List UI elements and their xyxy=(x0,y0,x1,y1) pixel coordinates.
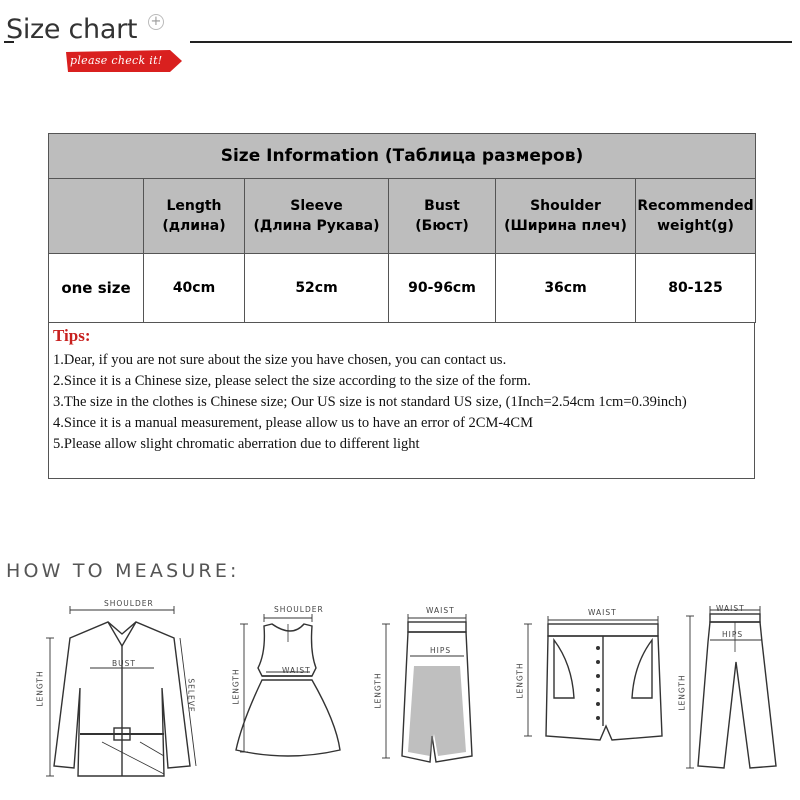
page-title: Size chart xyxy=(6,14,138,45)
pants-hips-label: HIPS xyxy=(722,630,744,639)
header-cell-empty xyxy=(49,179,144,254)
tip-item: 5.Please allow slight chromatic aberration due to different light xyxy=(53,436,420,452)
skirt-hips-label: HIPS xyxy=(430,646,452,655)
tips-title: Tips: xyxy=(53,326,91,345)
pants-waist-label: WAIST xyxy=(716,604,745,613)
header-sleeve-sub: (Длина Рукава) xyxy=(253,218,380,234)
shorts-figure xyxy=(514,608,664,758)
tips-box xyxy=(48,322,755,479)
shorts-drawing xyxy=(514,608,664,758)
dress-drawing xyxy=(232,602,342,772)
pants-drawing xyxy=(676,602,786,774)
banner-text: please check it! xyxy=(70,54,163,67)
tip-item: 1.Dear, if you are not sure about the size you have chosen, you can contact us. xyxy=(53,352,507,368)
pants-length-label: LENGTH xyxy=(677,674,687,711)
shorts-waist-label: WAIST xyxy=(588,608,617,617)
header-length-label: Length xyxy=(166,198,222,214)
jacket-length-label: LENGTH xyxy=(35,670,45,707)
header-bust-sub: (Бюст) xyxy=(415,218,469,234)
header-sleeve-label: Sleeve xyxy=(290,198,343,214)
dress-shoulder-label: SHOULDER xyxy=(274,605,324,614)
pants-figure xyxy=(676,602,786,774)
tip-item: 2.Since it is a Chinese size, please select the size according to the size of the form. xyxy=(53,373,531,389)
sleeve-value: 52cm xyxy=(245,254,389,323)
header-divider xyxy=(190,41,792,43)
size-table xyxy=(48,133,756,323)
table-header-row xyxy=(49,179,756,254)
check-banner xyxy=(66,50,182,72)
table-row xyxy=(49,254,756,323)
length-value: 40cm xyxy=(144,254,245,323)
skirt-drawing xyxy=(374,606,484,774)
skirt-length-label: LENGTH xyxy=(373,672,383,709)
header-cell-length xyxy=(144,179,245,254)
header-cell-sleeve xyxy=(245,179,389,254)
header-cell-weight xyxy=(636,179,756,254)
header-weight-sub: weight(g) xyxy=(657,218,734,234)
skirt-waist-label: WAIST xyxy=(426,606,455,615)
size-cell: one size xyxy=(49,254,144,323)
tip-item: 4.Since it is a manual measurement, please allow us to have an error of 2CM-4CM xyxy=(53,415,533,431)
header-bust-label: Bust xyxy=(424,198,460,214)
header-cell-shoulder xyxy=(496,179,636,254)
header-weight-label: Recommended xyxy=(637,198,754,214)
dress-figure xyxy=(232,602,342,772)
header-length-sub: (длина) xyxy=(162,218,226,234)
dress-length-label: LENGTH xyxy=(231,668,241,705)
dress-waist-label: WAIST xyxy=(282,666,311,675)
shoulder-value: 36cm xyxy=(496,254,636,323)
jacket-bust-label: BUST xyxy=(112,659,136,668)
how-to-measure-title: HOW TO MEASURE: xyxy=(6,560,240,582)
jacket-shoulder-label: SHOULDER xyxy=(104,599,154,608)
skirt-figure xyxy=(374,606,484,774)
jacket-figure xyxy=(35,596,210,786)
jacket-sleeve-label: SELEVE xyxy=(186,678,196,713)
jacket-drawing xyxy=(40,596,210,786)
table-title: Size Information (Таблица размеров) xyxy=(49,134,756,179)
tips-list xyxy=(53,350,687,455)
header-shoulder-label: Shoulder xyxy=(530,198,601,214)
weight-value: 80-125 xyxy=(636,254,756,323)
bust-value: 90-96cm xyxy=(389,254,496,323)
shorts-length-label: LENGTH xyxy=(515,662,525,699)
plus-icon: + xyxy=(148,14,164,30)
header-shoulder-sub: (Ширина плеч) xyxy=(504,218,627,234)
tip-item: 3.The size in the clothes is Chinese size; Our US size is not standard US size, (1Inch=2.54cm 1cm=0.39inch) xyxy=(53,394,687,410)
header-cell-bust xyxy=(389,179,496,254)
